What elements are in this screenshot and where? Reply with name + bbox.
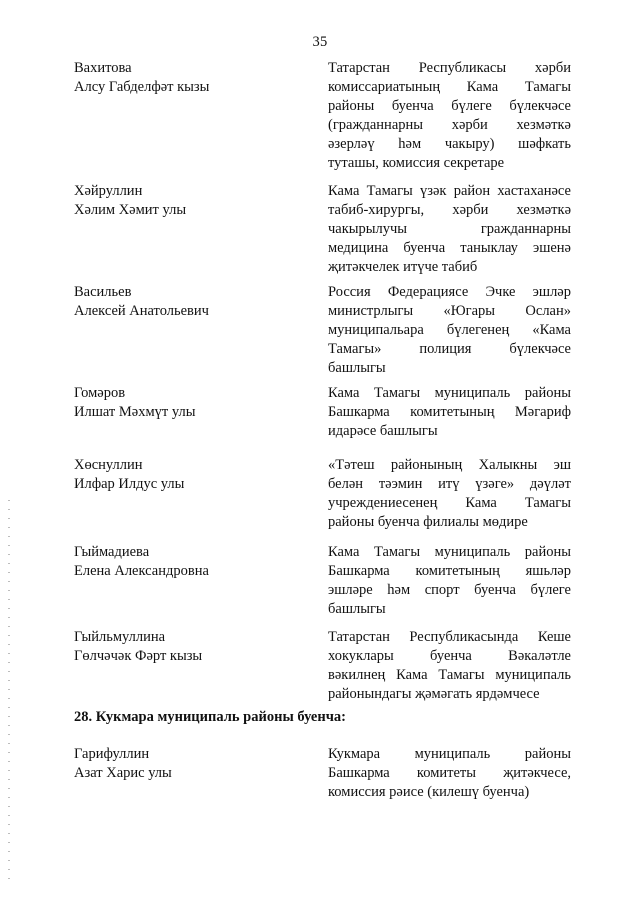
member-given-name: Хәлим Хәмит улы: [74, 202, 187, 218]
role-line: әзерләү һәм чакыру) шәфкать: [328, 136, 571, 152]
member-name: [74, 283, 304, 321]
member-name: [74, 182, 304, 220]
role-line: хокуклары буенча Вәкаләтле: [328, 648, 571, 664]
member-name: [74, 543, 304, 581]
role-line: Башкарма комитеты җитәкчесе,: [328, 765, 571, 781]
role-line: районындагы җәмәгать ярдәмчесе: [328, 686, 540, 702]
role-line: туташы, комиссия секретаре: [328, 155, 505, 171]
role-line: учреждениесенең Кама Тамагы: [328, 495, 571, 511]
member-surname: Гыйльмуллина: [74, 629, 166, 645]
role-line: районы буенча бүлеге бүлекчәсе: [328, 98, 571, 114]
role-line: вәкилнең Кама Тамагы муниципаль: [328, 667, 571, 683]
role-line: медицина буенча таныклау эшенә: [328, 240, 571, 256]
role-line: Башкарма комитетының яшьләр: [328, 563, 571, 579]
member-given-name: Илфар Илдус улы: [74, 476, 185, 492]
role-line: Тамагы» полиция бүлекчәсе: [328, 341, 571, 357]
role-line: чакырылучы гражданнарны: [328, 221, 571, 237]
role-line: идарәсе башлыгы: [328, 423, 438, 439]
role-line: Татарстан Республикасы хәрби: [328, 60, 571, 76]
member-surname: Гомәров: [74, 385, 126, 401]
role-line: башлыгы: [328, 360, 386, 376]
role-line: җитәкчелек итүче табиб: [328, 259, 478, 275]
role-line: муниципальара бүлегенең «Кама: [328, 322, 571, 338]
member-role: [328, 456, 571, 532]
member-name: [74, 384, 304, 422]
role-line: Башкарма комитетының Мәгариф: [328, 404, 571, 420]
member-surname: Вахитова: [74, 60, 132, 76]
member-surname: Хөснуллин: [74, 457, 143, 473]
member-role: [328, 543, 571, 619]
role-line: министрлыгы «Югары Ослан»: [328, 303, 571, 319]
member-given-name: Азат Харис улы: [74, 765, 172, 781]
member-name: [74, 59, 304, 97]
member-name: [74, 628, 304, 666]
member-role: [328, 745, 571, 802]
role-line: эшләре һәм спорт буенча бүлеге: [328, 582, 571, 598]
member-role: [328, 628, 571, 704]
member-surname: Гыймадиева: [74, 544, 150, 560]
role-line: Кама Тамагы муниципаль районы: [328, 544, 571, 560]
member-name: [74, 745, 304, 783]
member-surname: Гарифуллин: [74, 746, 150, 762]
role-line: Кукмара муниципаль районы: [328, 746, 571, 762]
role-line: белән тәэмин итү үзәге» дәүләт: [328, 476, 571, 492]
page-number: 35: [312, 34, 328, 50]
role-line: Кама Тамагы үзәк район хастаханәсе: [328, 183, 571, 199]
role-line: Россия Федерациясе Эчке эшләр: [328, 284, 571, 300]
member-role: [328, 182, 571, 277]
section-heading: 28. Кукмара муниципаль районы буенча:: [74, 709, 346, 725]
member-surname: Васильев: [74, 284, 132, 300]
role-line: комиссариатының Кама Тамагы: [328, 79, 571, 95]
member-role: [328, 283, 571, 378]
member-given-name: Алсу Габделфәт кызы: [74, 79, 210, 95]
member-name: [74, 456, 304, 494]
member-given-name: Елена Александровна: [74, 563, 209, 579]
member-given-name: Гөлчәчәк Фәрт кызы: [74, 648, 203, 664]
role-line: башлыгы: [328, 601, 386, 617]
scan-margin-dots: [8, 500, 10, 880]
member-role: [328, 59, 571, 173]
role-line: «Тәтеш районының Халыкны эш: [328, 457, 571, 473]
role-line: районы буенча филиалы мөдире: [328, 514, 528, 530]
member-role: [328, 384, 571, 441]
role-line: Кама Тамагы муниципаль районы: [328, 385, 571, 401]
role-line: комиссия рәисе (килешү буенча): [328, 784, 530, 800]
role-line: (гражданнарны хәрби хезмәткә: [328, 117, 571, 133]
member-given-name: Илшат Мәхмүт улы: [74, 404, 196, 420]
role-line: Татарстан Республикасында Кеше: [328, 629, 571, 645]
member-given-name: Алексей Анатольевич: [74, 303, 209, 319]
role-line: табиб-хирургы, хәрби хезмәткә: [328, 202, 571, 218]
member-surname: Хәйруллин: [74, 183, 143, 199]
